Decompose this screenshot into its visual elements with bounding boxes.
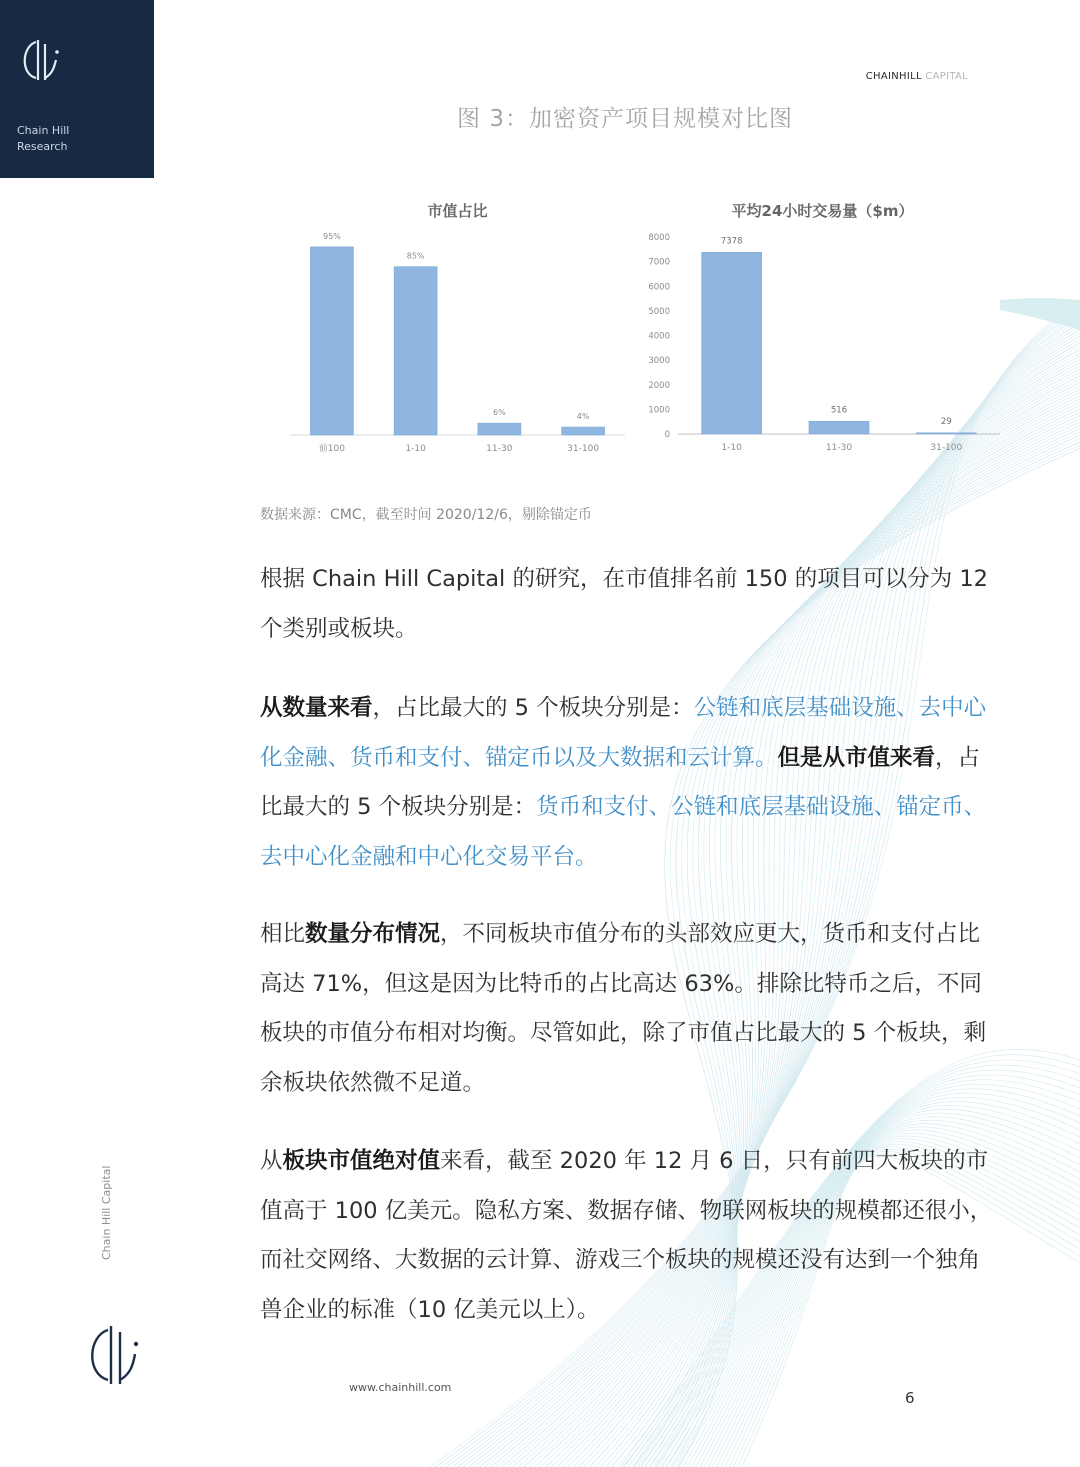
avg-volume-chart <box>640 198 1005 463</box>
header-brand-sub: CAPITAL <box>921 71 968 82</box>
bar-value-label: 4% <box>576 412 590 422</box>
p2-bold-1: 从数量来看 <box>260 695 373 721</box>
y-tick-label: 4000 <box>648 331 670 342</box>
p2-highlight-1: 公链和底层基础设施、去中心化金融、货币和支付、锚定币以及大数据和云计算。 <box>260 695 987 771</box>
bar-1-10 <box>702 252 762 434</box>
y-tick-label: 7000 <box>648 257 670 268</box>
y-tick-label: 0 <box>664 430 670 440</box>
y-tick-label: 6000 <box>648 282 670 293</box>
bar-11-30 <box>809 421 869 434</box>
page-number: 6 <box>905 1389 915 1407</box>
chart-title: 市值占比 <box>427 202 488 220</box>
x-tick-label: 31-100 <box>567 444 600 454</box>
vertical-brand-label: Chain Hill Capital <box>100 1165 113 1260</box>
y-tick-label: 2000 <box>648 380 670 391</box>
bar-value-label: 7378 <box>720 236 743 247</box>
bar-value-label: 85% <box>406 251 425 261</box>
market-cap-share-chart <box>285 198 630 463</box>
brand-name-line1: Chain Hill <box>17 124 70 137</box>
chainhill-logo-icon <box>14 34 66 86</box>
x-tick-label: 1-10 <box>405 444 426 454</box>
bar-31-100 <box>916 433 976 434</box>
header-brand <box>866 71 968 82</box>
paragraph-2 <box>260 684 1000 882</box>
x-tick-label: 前100 <box>318 444 345 454</box>
p2-highlight-2: 货币和支付、公链和底层基础设施、锚定币、去中心化金融和中心化交易平台。 <box>260 794 987 870</box>
bar-前100 <box>310 247 353 435</box>
p2-text-1: ，占比最大的 5 个板块分别是： <box>372 695 694 721</box>
p2-text-3: ，占比最大的 5 个板块分别是： <box>260 744 981 820</box>
x-tick-label: 11-30 <box>825 443 853 453</box>
footer-url-link[interactable]: www.chainhill.com <box>349 1381 452 1394</box>
p3-text-1: 相比 <box>260 921 306 947</box>
paragraph-3 <box>260 910 1000 1108</box>
brand-name-line2: Research <box>17 140 68 153</box>
figure-title: 图 3：加密资产项目规模对比图 <box>457 106 793 132</box>
bar-1-10 <box>394 267 437 435</box>
header-brand-main: CHAINHILL <box>865 71 922 82</box>
bar-value-label: 95% <box>322 231 341 241</box>
market-cap-share-plot <box>285 198 630 463</box>
chart-title: 平均24小时交易量（$m） <box>731 202 914 220</box>
y-tick-label: 8000 <box>648 233 670 243</box>
p3-bold-1: 数量分布情况 <box>305 921 441 947</box>
p1-text: 根据 Chain Hill Capital 的研究，在市值排名前 150 的项目可以分为 12 个类别或板块。 <box>260 566 988 642</box>
bar-value-label: 6% <box>493 408 506 418</box>
p2-bold-2: 从市值来看 <box>822 744 936 771</box>
avg-volume-plot <box>640 198 1005 463</box>
footer-logo-icon <box>80 1322 146 1388</box>
p4-bold-1: 板块市值绝对值 <box>282 1148 441 1174</box>
p2-text-2: 但是 <box>777 744 823 771</box>
y-tick-label: 1000 <box>648 405 670 416</box>
p4-text-2: 来看，截至 2020 年 12 月 6 日，只有前四大板块的市值高于 100 亿美元。隐私方案、数据存储、物联网板块的规模都还很小，而社交网络、大数据的云计算、游戏三个板块的规模还没有达到一个独角兽企业的标准（10 亿美元以上）。 <box>260 1148 993 1323</box>
x-tick-label: 1-10 <box>721 443 742 453</box>
vertical-brand-text <box>100 1165 120 1260</box>
p3-text-2: ，不同板块市值分布的头部效应更大，货币和支付占比高达 71%，但这是因为比特币的占比高达 63%。排除比特币之后，不同板块的市值分布相对均衡。尽管如此，除了市值占比最大的 5 个板块，剩余板块依然微不足道。 <box>260 921 987 1096</box>
sidebar-logo-panel <box>0 0 154 178</box>
y-tick-label: 5000 <box>648 306 670 317</box>
bar-11-30 <box>478 423 521 435</box>
x-tick-label: 31-100 <box>930 443 963 453</box>
paragraph-1 <box>260 555 1000 654</box>
p4-text-1: 从 <box>260 1148 283 1174</box>
bar-value-label: 29 <box>940 416 952 427</box>
data-source-note: 数据来源：CMC，截至时间 2020/12/6，剔除锚定币 <box>260 507 592 523</box>
bar-value-label: 516 <box>830 405 848 416</box>
y-tick-label: 3000 <box>648 356 670 367</box>
paragraph-4 <box>260 1137 1000 1335</box>
bar-31-100 <box>562 427 605 435</box>
x-tick-label: 11-30 <box>486 444 513 454</box>
